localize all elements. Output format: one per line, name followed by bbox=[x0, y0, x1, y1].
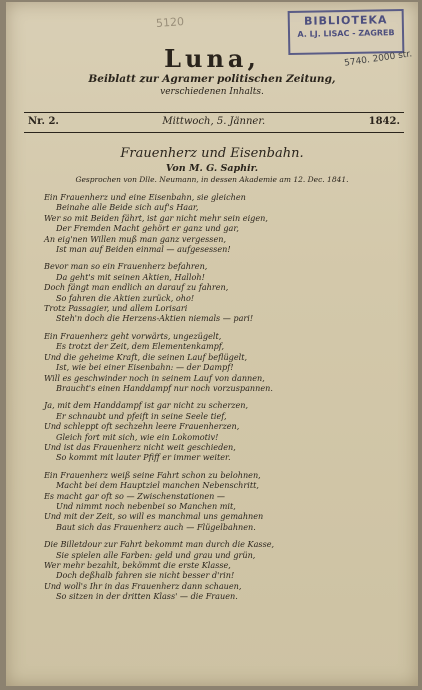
poem-line: Der Fremden Macht gehört er ganz und gar, bbox=[56, 223, 239, 234]
poem-line: Wer mehr bezahlt, bekömmt die erste Klasse, bbox=[44, 560, 231, 570]
stanza-gap bbox=[44, 254, 384, 261]
top-rule bbox=[24, 112, 404, 113]
poem-line: So kommt mit lauter Pfiff er immer weiter. bbox=[56, 452, 231, 463]
poem-line: Ein Frauenherz geht vorwärts, ungezügelt, bbox=[44, 330, 222, 341]
poem-line: Und nimmt noch nebenbei so Manchen mit, bbox=[56, 500, 236, 511]
poem-line: Ist man auf Beiden einmal — aufgesessen! bbox=[56, 244, 231, 255]
masthead-subtitle-2: verschiedenen Inhalts. bbox=[160, 87, 264, 97]
stanza-gap bbox=[44, 324, 384, 331]
poem-line: Will es geschwinder noch in seinem Lauf von dannen, bbox=[44, 372, 265, 383]
poem-line: Und schleppt oft sechzehn leere Frauenherzen, bbox=[44, 421, 240, 432]
poem-line: Ja, mit dem Handdampf ist gar nicht zu scherzen, bbox=[44, 400, 249, 411]
poem-line: Er schnaubt und pfeift in seine Seele tief, bbox=[56, 410, 227, 421]
issue-number: Nr. 2. bbox=[28, 116, 59, 127]
issue-year: 1842. bbox=[368, 116, 400, 127]
poem-line: Die Billetdour zur Fahrt bekommt man durch die Kasse, bbox=[44, 539, 275, 550]
pencil-mark: 5120 bbox=[155, 15, 185, 30]
poem-line: Macht bei dem Hauptziel manchen Nebenschritt, bbox=[56, 480, 259, 491]
poem-note: Gesprochen von Dlle. Neumann, in dessen Akademie am 12. Dec. 1841. bbox=[75, 175, 349, 184]
poem-line: Steh'n doch die Herzens-Aktien niemals — pari! bbox=[56, 313, 254, 324]
poem-line: Und woll's Ihr in das Frauenherz dann schauen, bbox=[44, 580, 242, 591]
issue-date: Mittwoch, 5. Jänner. bbox=[162, 116, 266, 127]
poem-line: Trotz Passagier, und allem Lorisari bbox=[44, 303, 188, 314]
poem-title: Frauenherz und Eisenbahn. bbox=[120, 146, 304, 161]
poem-line: Es macht gar oft so — Zwischenstationen — bbox=[44, 490, 225, 501]
poem-line: Beinahe alle Beide sich auf's Haar, bbox=[56, 202, 199, 213]
masthead bbox=[6, 44, 418, 97]
poem-line: Und mit der Zeit, so will es manchmal uns gemahnen bbox=[44, 511, 264, 522]
bottom-rule bbox=[24, 132, 404, 133]
stanza-gap bbox=[44, 463, 384, 470]
issue-row bbox=[28, 116, 400, 127]
poem-line: Braucht's einen Handdampf nur noch vorzuspannen. bbox=[56, 382, 273, 393]
poem-line: So sitzen in der dritten Klass' — die Frauen. bbox=[56, 591, 238, 602]
poem-line: Und ist das Frauenherz nicht weit geschieden, bbox=[44, 441, 236, 452]
stamp-line-1: BIBLIOTEKA bbox=[304, 13, 388, 28]
masthead-subtitle: Beiblatt zur Agramer politischen Zeitung, bbox=[88, 73, 336, 85]
stanza-gap bbox=[44, 393, 384, 400]
poem-line: Ist, wie bei einer Eisenbahn: — der Dampf! bbox=[56, 362, 234, 373]
stanza-gap bbox=[44, 532, 384, 539]
poem-line: An eig'nen Willen muß man ganz vergessen, bbox=[44, 233, 227, 244]
poem-line: So fahren die Aktien zurück, oho! bbox=[56, 292, 195, 303]
poem-line: Da geht's mit seinen Aktien, Halloh! bbox=[56, 271, 205, 282]
poem-author: Von M. G. Saphir. bbox=[165, 163, 259, 174]
poem-line: Und die geheime Kraft, die seinen Lauf beflügelt, bbox=[44, 351, 248, 362]
poem-line: Ein Frauenherz weiß seine Fahrt schon zu belohnen, bbox=[44, 469, 261, 480]
poem-line: Sie spielen alle Farben: geld und grau und grün, bbox=[56, 549, 256, 560]
poem-line: Wer so mit Beiden fährt, ist gar nicht mehr sein eigen, bbox=[44, 212, 268, 223]
handwritten-note: 5740. 2000 str. bbox=[343, 49, 413, 69]
poem-line: Es trotzt der Zeit, dem Elementenkampf, bbox=[56, 341, 225, 352]
poem-line: Doch deßhalb fahren sie nicht besser d'rin! bbox=[56, 570, 235, 581]
poem-line: Bevor man so ein Frauenherz befahren, bbox=[44, 261, 208, 272]
poem-line: Baut sich das Frauenherz auch — Flügelbahnen. bbox=[56, 521, 256, 532]
poem-body bbox=[44, 192, 384, 602]
poem-line: Ein Frauenherz und eine Eisenbahn, sie gleichen bbox=[44, 192, 246, 202]
poem-header bbox=[6, 146, 418, 184]
newspaper-page bbox=[6, 2, 418, 686]
masthead-title: Luna, bbox=[164, 44, 260, 73]
stamp-line-2: A. LJ. LISAC - ZAGREB bbox=[297, 28, 395, 39]
poem-line: Gleich fort mit sich, wie ein Lokomotiv! bbox=[56, 431, 219, 442]
poem-line: Doch fängt man endlich an darauf zu fahren, bbox=[44, 282, 229, 293]
